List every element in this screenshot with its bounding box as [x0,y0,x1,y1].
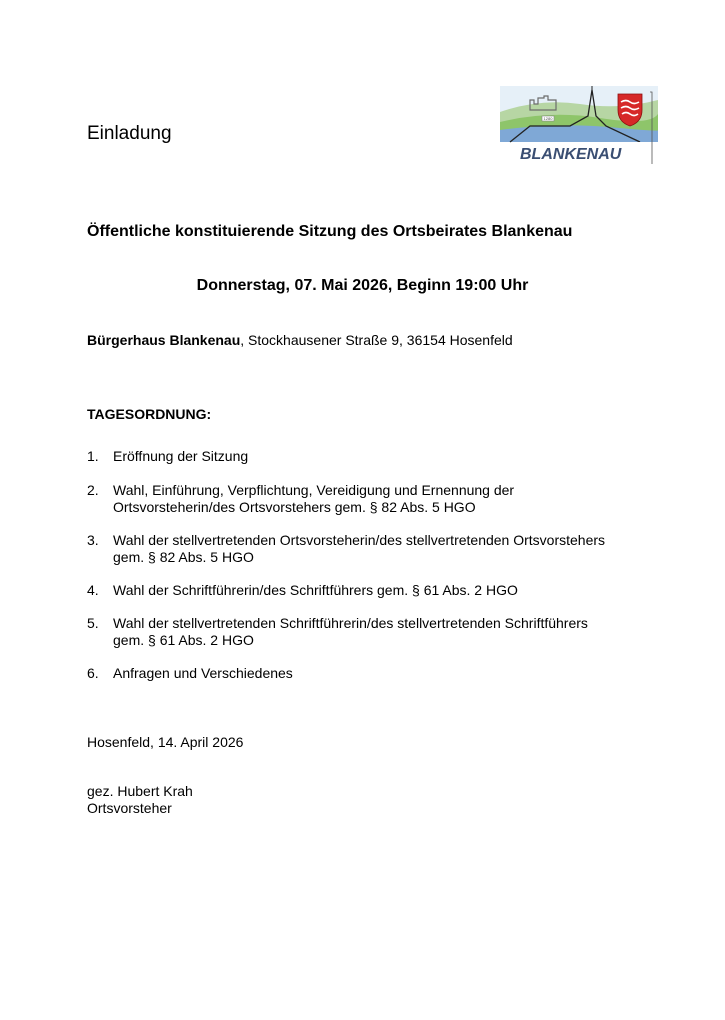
agenda-item [87,665,647,682]
agenda-item-number: 5. [87,615,99,631]
agenda-item [87,448,647,465]
agenda-item-text: Wahl der stellvertretenden Ortsvorsteherin/des stellvertretenden Ortsvorstehers [113,532,606,548]
agenda-item-number: 6. [87,665,99,681]
agenda-item-number: 1. [87,448,99,464]
meeting-date: Donnerstag, 07. Mai 2026, Beginn 19:00 Uhr [196,277,529,294]
agenda-item-text: Wahl der Schriftführerin/des Schriftführers gem. § 61 Abs. 2 HGO [113,582,518,598]
venue-address: , Stockhausener Straße 9, 36154 Hosenfeld [240,332,513,348]
page-title: Einladung [87,123,172,144]
signer-role: Ortsvorsteher [87,800,172,816]
venue-name: Bürgerhaus Blankenau [87,332,241,348]
agenda-item-number: 4. [87,582,99,598]
logo-year: 1280 [543,116,553,122]
agenda-item-number: 3. [87,532,99,548]
meeting-subject: Öffentliche konstituierende Sitzung des Ortsbeirates Blankenau [87,223,573,240]
signature-name: gez. Hubert Krah [87,783,193,799]
agenda-item-text-continued: gem. § 82 Abs. 5 HGO [113,549,254,565]
meeting-location [87,331,513,349]
agenda-item [87,582,647,599]
agenda-item-text: Wahl der stellvertretenden Schriftführerin/des stellvertretenden Schriftführers [113,615,588,631]
agenda-item-text: Eröffnung der Sitzung [113,448,249,464]
agenda-item-number: 2. [87,482,99,498]
agenda-item-text-continued: Ortsvorsteherin/des Ortsvorstehers gem. § 82 Abs. 5 HGO [113,499,476,515]
agenda-item-text: Wahl, Einführung, Verpflichtung, Vereidigung und Ernennung der [113,482,515,498]
agenda-item [87,482,647,516]
agenda-item-text-continued: gem. § 61 Abs. 2 HGO [113,632,254,648]
agenda-item [87,532,647,566]
agenda-heading: TAGESORDNUNG: [87,406,212,422]
signature-block [87,783,193,817]
place-and-date: Hosenfeld, 14. April 2026 [87,734,244,750]
blankenau-logo [500,86,658,164]
logo-text: BLANKENAU [520,146,622,163]
agenda-item [87,615,647,649]
agenda-item-text: Anfragen und Verschiedenes [113,665,293,681]
